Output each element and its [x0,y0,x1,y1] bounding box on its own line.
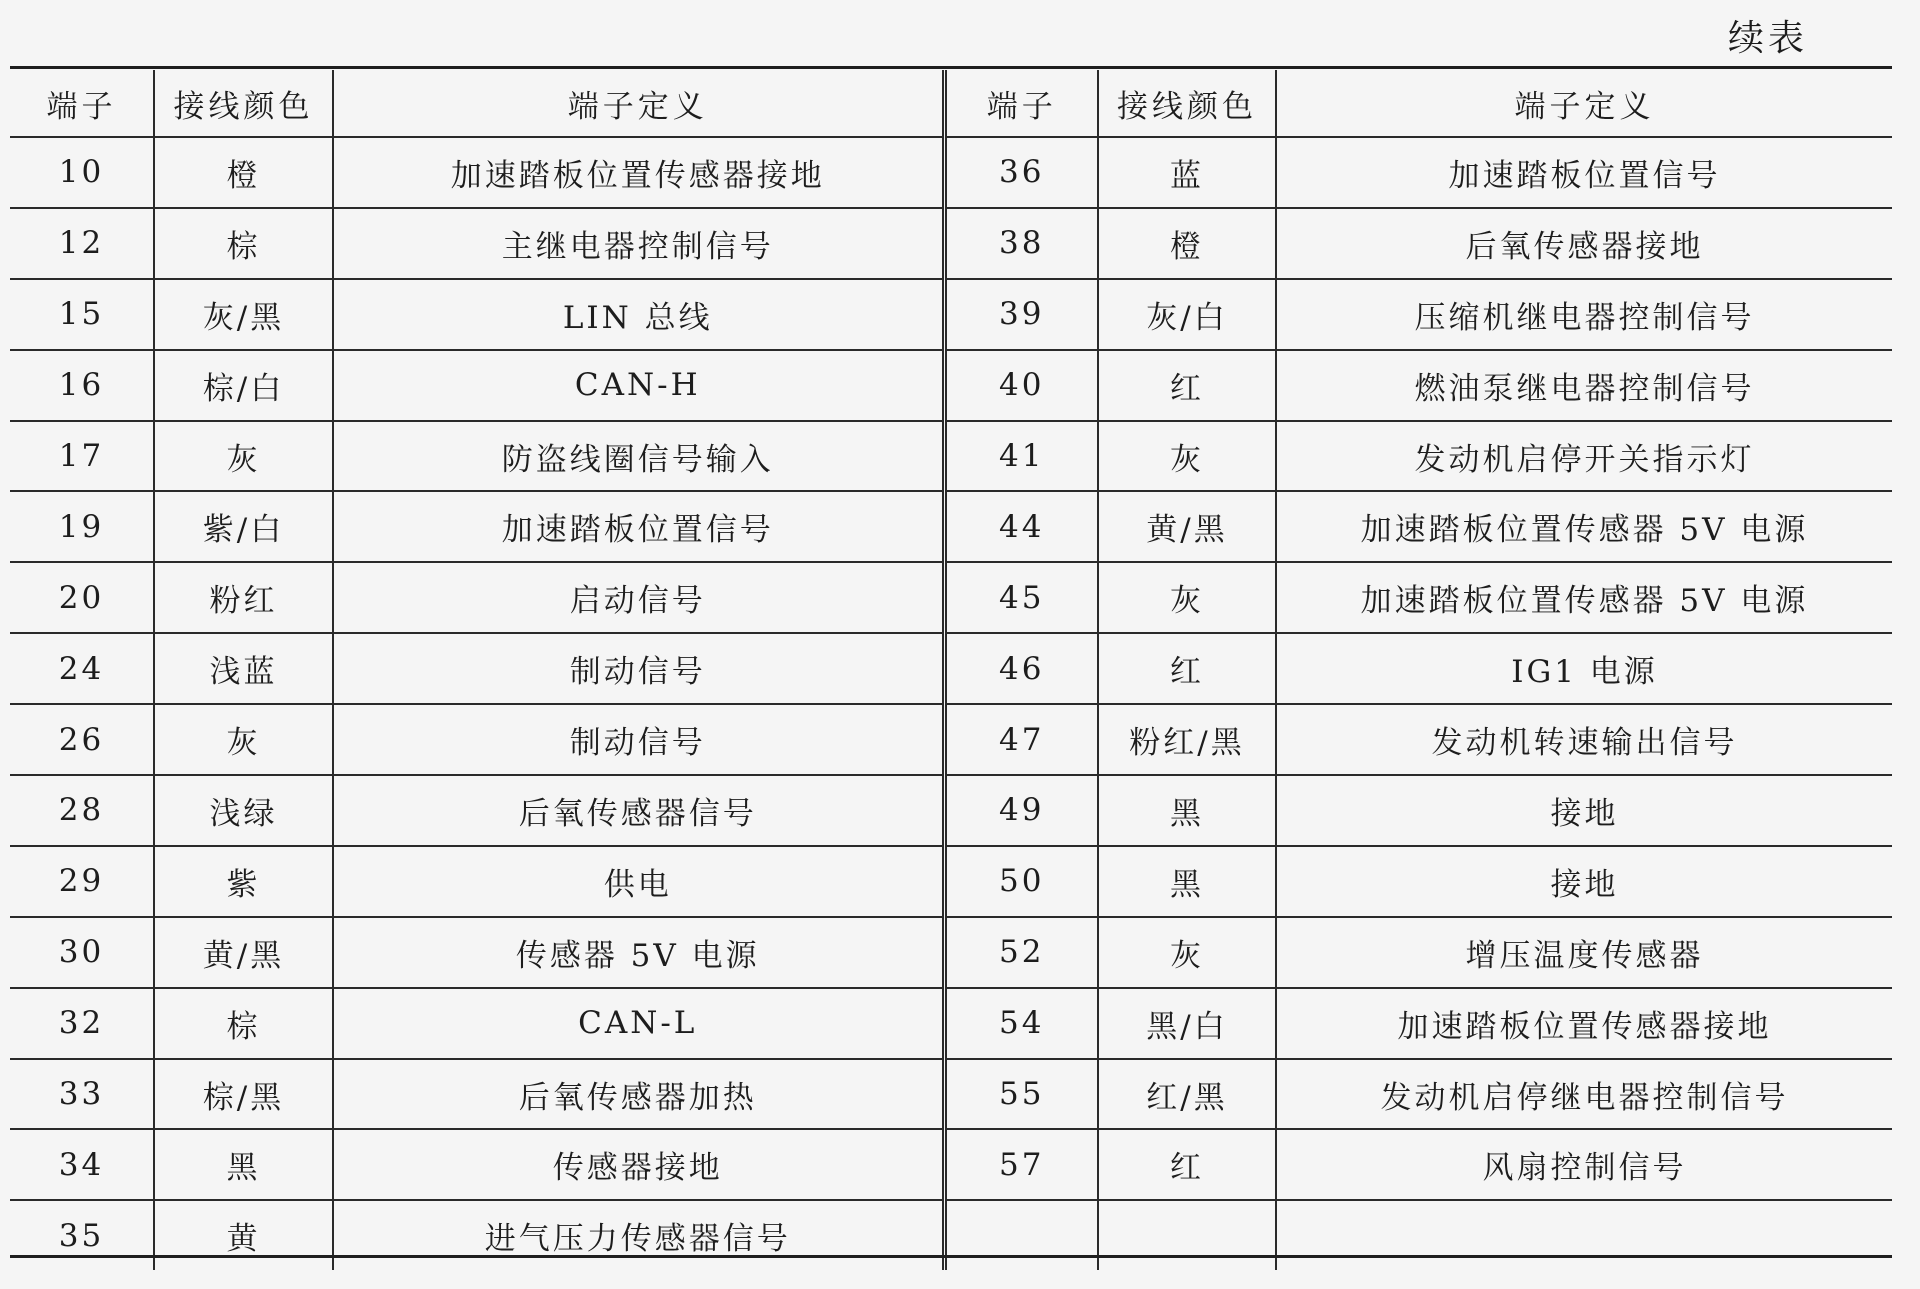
table-row [10,704,1892,775]
right-wire-color-cell: 黑 [1098,775,1276,846]
right-terminal-cell: 52 [944,917,1098,988]
left-terminal-cell: 34 [10,1129,154,1200]
right-wire-color-cell: 黑/白 [1098,988,1276,1059]
left-definition-cell: 传感器 5V 电源 [333,917,944,988]
left-terminal-cell: 28 [10,775,154,846]
table-row [10,775,1892,846]
right-terminal-cell: 45 [944,562,1098,633]
left-definition-cell: 后氧传感器加热 [333,1059,944,1130]
left-definition-cell: 防盗线圈信号输入 [333,421,944,492]
left-terminal-cell: 35 [10,1200,154,1270]
right-definition-cell: 发动机转速输出信号 [1276,704,1892,775]
continued-label: 续表 [1727,18,1808,59]
right-terminal-cell: 38 [944,208,1098,279]
right-terminal-cell: 41 [944,421,1098,492]
right-terminal-cell: 50 [944,846,1098,917]
table-row [10,1129,1892,1200]
right-definition-cell: 增压温度传感器 [1276,917,1892,988]
right-wire-color-cell: 红/黑 [1098,1059,1276,1130]
left-definition-cell: 供电 [333,846,944,917]
left-wire-color-cell: 灰 [154,704,333,775]
right-wire-color-cell: 蓝 [1098,137,1276,208]
right-wire-color-cell: 红 [1098,633,1276,704]
table-row [10,350,1892,421]
header-wire-color-right: 接线颜色 [1098,70,1276,137]
left-terminal-cell: 12 [10,208,154,279]
left-terminal-cell: 17 [10,421,154,492]
table-row [10,917,1892,988]
right-wire-color-cell: 灰 [1098,917,1276,988]
right-terminal-cell: 44 [944,491,1098,562]
left-definition-cell: CAN-H [333,350,944,421]
left-wire-color-cell: 灰 [154,421,333,492]
right-terminal-cell: 46 [944,633,1098,704]
right-terminal-cell: 47 [944,704,1098,775]
table-row [10,846,1892,917]
left-wire-color-cell: 粉红 [154,562,333,633]
left-wire-color-cell: 紫 [154,846,333,917]
left-definition-cell: 进气压力传感器信号 [333,1200,944,1270]
table-row [10,562,1892,633]
header-terminal: 端子 [10,70,154,137]
left-definition-cell: 制动信号 [333,704,944,775]
left-wire-color-cell: 黑 [154,1129,333,1200]
right-definition-cell: 加速踏板位置传感器 5V 电源 [1276,491,1892,562]
terminal-table-body [10,70,1892,1270]
left-terminal-cell: 24 [10,633,154,704]
left-terminal-cell: 16 [10,350,154,421]
table-row [10,491,1892,562]
header-terminal-right: 端子 [944,70,1098,137]
right-wire-color-cell: 粉红/黑 [1098,704,1276,775]
right-definition-cell: 接地 [1276,775,1892,846]
header-definition-right: 端子定义 [1276,70,1892,137]
right-terminal-cell [944,1200,1098,1270]
header-definition: 端子定义 [333,70,944,137]
left-wire-color-cell: 橙 [154,137,333,208]
left-definition-cell: 加速踏板位置传感器接地 [333,137,944,208]
table-row [10,1059,1892,1130]
left-definition-cell: LIN 总线 [333,279,944,350]
left-terminal-cell: 26 [10,704,154,775]
left-wire-color-cell: 紫/白 [154,491,333,562]
right-wire-color-cell: 灰 [1098,421,1276,492]
right-terminal-cell: 49 [944,775,1098,846]
table-row [10,988,1892,1059]
table-row [10,279,1892,350]
left-definition-cell: 后氧传感器信号 [333,775,944,846]
right-wire-color-cell: 灰 [1098,562,1276,633]
left-definition-cell: 启动信号 [333,562,944,633]
right-terminal-cell: 54 [944,988,1098,1059]
table-row [10,633,1892,704]
right-definition-cell: 压缩机继电器控制信号 [1276,279,1892,350]
terminal-table [10,70,1892,1270]
right-definition-cell: 加速踏板位置传感器 5V 电源 [1276,562,1892,633]
left-terminal-cell: 15 [10,279,154,350]
right-definition-cell: IG1 电源 [1276,633,1892,704]
right-terminal-cell: 40 [944,350,1098,421]
left-wire-color-cell: 浅绿 [154,775,333,846]
right-definition-cell: 发动机启停继电器控制信号 [1276,1059,1892,1130]
table-header-row [10,70,1892,137]
left-terminal-cell: 30 [10,917,154,988]
right-terminal-cell: 57 [944,1129,1098,1200]
left-terminal-cell: 20 [10,562,154,633]
header-wire-color: 接线颜色 [154,70,333,137]
right-definition-cell [1276,1200,1892,1270]
left-terminal-cell: 19 [10,491,154,562]
left-wire-color-cell: 灰/黑 [154,279,333,350]
left-terminal-cell: 32 [10,988,154,1059]
left-definition-cell: 主继电器控制信号 [333,208,944,279]
table-row [10,1200,1892,1270]
right-wire-color-cell [1098,1200,1276,1270]
table-row [10,421,1892,492]
left-wire-color-cell: 棕 [154,988,333,1059]
left-wire-color-cell: 棕/白 [154,350,333,421]
left-terminal-cell: 33 [10,1059,154,1130]
right-wire-color-cell: 灰/白 [1098,279,1276,350]
right-definition-cell: 风扇控制信号 [1276,1129,1892,1200]
right-definition-cell: 燃油泵继电器控制信号 [1276,350,1892,421]
right-definition-cell: 后氧传感器接地 [1276,208,1892,279]
left-wire-color-cell: 黄/黑 [154,917,333,988]
left-wire-color-cell: 浅蓝 [154,633,333,704]
left-terminal-cell: 29 [10,846,154,917]
left-definition-cell: 传感器接地 [333,1129,944,1200]
left-terminal-cell: 10 [10,137,154,208]
right-terminal-cell: 55 [944,1059,1098,1130]
table-row [10,208,1892,279]
left-definition-cell: 制动信号 [333,633,944,704]
right-wire-color-cell: 黑 [1098,846,1276,917]
left-definition-cell: CAN-L [333,988,944,1059]
right-wire-color-cell: 红 [1098,1129,1276,1200]
right-definition-cell: 发动机启停开关指示灯 [1276,421,1892,492]
right-terminal-cell: 39 [944,279,1098,350]
right-terminal-cell: 36 [944,137,1098,208]
right-wire-color-cell: 黄/黑 [1098,491,1276,562]
left-wire-color-cell: 棕/黑 [154,1059,333,1130]
bottom-rule [10,1255,1892,1258]
right-wire-color-cell: 橙 [1098,208,1276,279]
right-definition-cell: 加速踏板位置传感器接地 [1276,988,1892,1059]
table-row [10,137,1892,208]
right-wire-color-cell: 红 [1098,350,1276,421]
left-wire-color-cell: 棕 [154,208,333,279]
left-wire-color-cell: 黄 [154,1200,333,1270]
top-rule [10,66,1892,69]
right-definition-cell: 接地 [1276,846,1892,917]
left-definition-cell: 加速踏板位置信号 [333,491,944,562]
right-definition-cell: 加速踏板位置信号 [1276,137,1892,208]
